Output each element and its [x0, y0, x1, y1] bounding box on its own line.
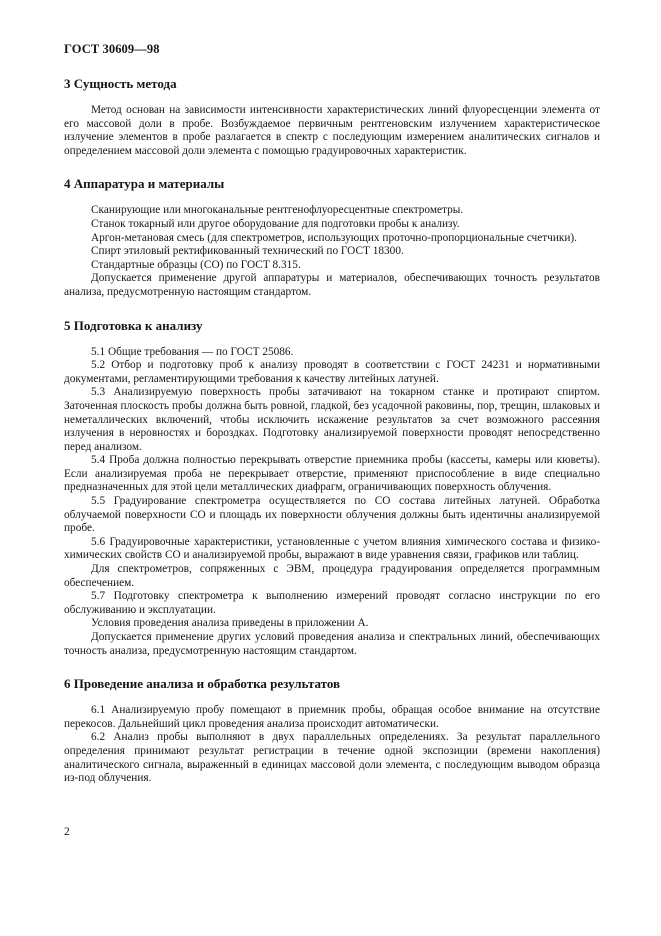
section-title: 4 Аппаратура и материалы — [64, 176, 225, 192]
section-title: 6 Проведение анализа и обработка результатов — [64, 676, 341, 692]
paragraph: Спирт этиловый ректификованный технический по ГОСТ 18300. — [91, 245, 404, 258]
paragraph: Условия проведения анализа приведены в приложении А. — [91, 617, 369, 630]
paragraph: Стандартные образцы (СО) по ГОСТ 8.315. — [91, 258, 301, 271]
page-number: 2 — [64, 826, 70, 838]
section-4 — [64, 176, 600, 299]
paragraph: Аргон-метановая смесь (для спектрометров, использующих проточно-пропорциональные счетчики). — [91, 231, 577, 244]
paragraph: 5.5 Градуирование спектрометра осуществляется по СО состава литейных латуней. Обработка облучаемой поверхности СО и площадь их поверхности облучения должны быть идентичны анализируемой пробе. — [64, 495, 600, 535]
document-body — [64, 76, 600, 786]
paragraph: 5.1 Общие требования — по ГОСТ 25086. — [91, 345, 294, 358]
section-title: 5 Подготовка к анализу — [64, 317, 203, 333]
paragraph: Для спектрометров, сопряженных с ЭВМ, процедура градуирования определяется программным обеспечением. — [64, 563, 600, 589]
paragraph: 6.2 Анализ пробы выполняют в двух параллельных определениях. За результат параллельного определения принимают результат регистрации в течение одной экспозиции (времени накопления) аналитического сигнала, выраженный в единицах массовой доли элемента, с последующим выводом образца из-под облучения. — [64, 731, 600, 785]
paragraph: 5.7 Подготовку спектрометра к выполнению измерений проводят согласно инструкции по его обслуживанию и эксплуатации. — [64, 590, 600, 616]
paragraph: 5.4 Проба должна полностью перекрывать отверстие приемника пробы (кассеты, камеры или кюветы). Если анализируемая проба не перекрывает отверстие, применяют приспособление в виде специально предназначенных для этой цели металлических диафрагм, ограничивающих поверхность облучения. — [64, 454, 600, 494]
section-5 — [64, 318, 600, 659]
paragraph: 6.1 Анализируемую пробу помещают в приемник пробы, обращая особое внимание на отсутствие перекосов. Дальнейший цикл проведения анализа происходит автоматически. — [64, 704, 600, 730]
paragraph: Станок токарный или другое оборудование для подготовки пробы к анализу. — [91, 217, 460, 230]
paragraph: 5.2 Отбор и подготовку проб к анализу проводят в соответствии с ГОСТ 24231 и нормативными документами, регламентирующими требования к качеству литейных латуней. — [64, 359, 600, 385]
paragraph: Метод основан на зависимости интенсивности характеристических линий флуоресценции элемента от его массовой доли в пробе. Возбуждаемое первичным рентгеновским излучением характеристическое излучение элементов в пробе разлагается в спектр с последующим измерением аналитических сигналов и определением массовой доли элемента с помощью градуировочных характеристик. — [64, 104, 600, 157]
section-6 — [64, 676, 600, 786]
section-3 — [64, 76, 600, 158]
section-title: 3 Сущность метода — [64, 76, 177, 91]
paragraph: Сканирующие или многоканальные рентгенофлуоресцентные спектрометры. — [91, 204, 464, 217]
paragraph: Допускается применение других условий проведения анализа и спектральных линий, обеспечивающих точность анализа, предусмотренную настоящим стандартом. — [64, 631, 600, 657]
paragraph: 5.3 Анализируемую поверхность пробы затачивают на токарном станке и протирают спиртом. Заточенная плоскость пробы должна быть ровной, гладкой, без усадочной раковины, пор, трещин, шлаковых и неметаллических включений, чтобы исключить искажение результатов за счет возможного рассеяния излучения в неровностях и бороздках. Подготовку анализируемой поверхности проводят непосредственно перед анализом. — [64, 386, 600, 453]
paragraph: Допускается применение другой аппаратуры и материалов, обеспечивающих точность результатов анализа, предусмотренную настоящим стандартом. — [64, 272, 600, 298]
document-code-header: ГОСТ 30609—98 — [64, 42, 160, 56]
paragraph: 5.6 Градуировочные характеристики, установленные с учетом влияния химического состава и физико-химических свойств СО и анализируемой пробы, выражают в виде уравнения связи, графиков или таблиц. — [64, 535, 600, 562]
